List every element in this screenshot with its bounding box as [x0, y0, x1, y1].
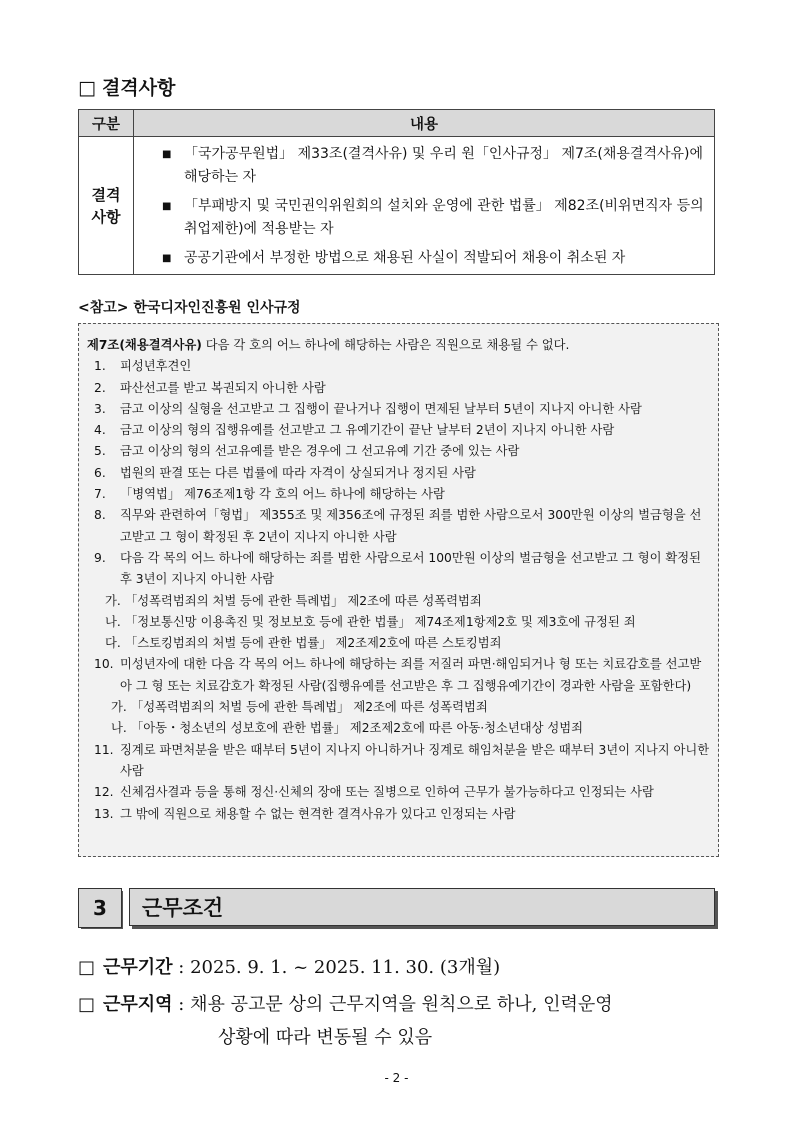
shadow: [715, 891, 718, 929]
list-item: 11. 징계로 파면처분을 받은 때부터 5년이 지나지 아니하거나 징계로 해임처분을 받은 때부터 3년이 지나지 아니한 사람: [94, 742, 710, 778]
list-item: 7. 「병역법」 제76조제1항 각 호의 어느 하나에 해당하는 사람: [94, 487, 445, 502]
list-item: 8. 직무와 관련하여「형법」 제355조 및 제356조에 규정된 죄를 범한 사람으로서 300만원 이상의 벌금형을 선고받고 그 형이 확정된 후 2년이 지나지 아니한 사람: [94, 508, 702, 544]
period-label: 근무기간: [103, 957, 173, 978]
work-period: [78, 951, 500, 984]
sub-list-item: 나. 「정보통신망 이용촉진 및 정보보호 등에 관한 법률」 제74조제1항제2호 및 제3호에 규정된 죄: [105, 614, 636, 629]
section-3-title: 근무조건: [129, 888, 715, 926]
reference-box: [78, 323, 719, 857]
criteria-list: [134, 137, 715, 275]
square-bullet-icon: ■: [162, 253, 172, 264]
list-item: ■ 공공기관에서 부정한 방법으로 채용된 사실이 적발되어 채용이 취소된 자: [134, 247, 714, 270]
square-bullet-icon: ■: [162, 149, 172, 160]
list-item: 1. 피성년후견인: [94, 359, 192, 374]
sub-list-item: 다. 「스토킹범죄의 처벌 등에 관한 법률」 제2조제2호에 따른 스토킹범죄: [105, 636, 502, 651]
list-item: 5. 금고 이상의 형의 선고유예를 받은 경우에 그 선고유예 기간 중에 있는 사람: [94, 444, 520, 459]
sub-list-item: 나. 「아동・청소년의 성보호에 관한 법률」 제2조제2호에 따른 아동·청소년대상 성범죄: [111, 721, 584, 736]
list-item: ■ 「국가공무원법」 제33조(결격사유) 및 우리 원「인사규정」 제7조(채용결격사유)에 해당하는 자: [134, 143, 714, 189]
sub-list-item: 가. 「성폭력범죄의 처벌 등에 관한 특례법」 제2조에 따른 성폭력범죄: [105, 593, 482, 608]
list-item: 12. 신체검사결과 등을 통해 정신·신체의 장애 또는 질병으로 인하여 근무가 불가능하다고 인정되는 사람: [94, 785, 654, 800]
location-value-line1: : 채용 공고문 상의 근무지역을 원칙으로 하나, 인력운영: [172, 994, 613, 1015]
list-item: 10. 미성년자에 대한 다음 각 목의 어느 하나에 해당하는 죄를 저질러 파면·해임되거나 형 또는 치료감호를 선고받아 그 형 또는 치료감호가 확정된 사람(집행유예를 선고받은 후 그 집행유예기간이 경과한 사람을 포함한다): [94, 657, 702, 693]
table-header-category: 구분: [79, 110, 134, 137]
list-item: 3. 금고 이상의 실형을 선고받고 그 집행이 끝나거나 집행이 면제된 날부터 5년이 지나지 아니한 사람: [94, 401, 642, 416]
reference-title: <참고> 한국디자인진흥원 인사규정: [78, 300, 301, 316]
page-number: - 2 -: [384, 1071, 409, 1085]
section-number: 3: [78, 888, 122, 928]
table-header-content: 내용: [134, 110, 715, 137]
square-bullet-icon: ■: [162, 201, 172, 212]
location-label: 근무지역: [103, 994, 173, 1015]
list-item: 9. 다음 각 목의 어느 하나에 해당하는 죄를 범한 사람으로서 100만원 이상의 벌금형을 선고받고 그 형이 확정된 후 3년이 지나지 아니한 사람: [94, 550, 702, 587]
list-item: 2. 파산선고를 받고 복권되지 아니한 사람: [94, 380, 326, 395]
list-item: 4. 금고 이상의 형의 집행유예를 선고받고 그 유예기간이 끝난 날부터 2년이 지나지 아니한 사람: [94, 423, 615, 438]
section-title: [78, 73, 175, 100]
work-location: [78, 988, 728, 1054]
checkbox-icon: □: [78, 957, 96, 978]
sub-list-item: 가. 「성폭력범죄의 처벌 등에 관한 특례법」 제2조에 따른 성폭력범죄: [111, 700, 488, 715]
list-item: 6. 법원의 판결 또는 다른 법률에 따라 자격이 상실되거나 정지된 사람: [94, 465, 476, 480]
checkbox-icon: □: [78, 77, 96, 99]
period-value: : 2025. 9. 1. ~ 2025. 11. 30. (3개월): [172, 957, 501, 978]
checkbox-icon: □: [78, 994, 96, 1015]
list-item: ■ 「부패방지 및 국민권익위원회의 설치와 운영에 관한 법률」 제82조(비위면직자 등의 취업제한)에 적용받는 자: [134, 195, 714, 241]
location-value-line2: 상황에 따라 변동될 수 있음: [218, 1027, 433, 1048]
list-item: 13. 그 밖에 직원으로 채용할 수 없는 현격한 결격사유가 있다고 인정되는 사람: [94, 806, 516, 821]
section-title-text: 결격사항: [101, 77, 176, 99]
reference-lead: 제7조(채용결격사유) 다음 각 호의 어느 하나에 해당하는 사람은 직원으로 채용될 수 없다.: [87, 338, 570, 352]
row-label: 결격 사항: [79, 137, 134, 275]
criteria-table: [78, 109, 715, 275]
